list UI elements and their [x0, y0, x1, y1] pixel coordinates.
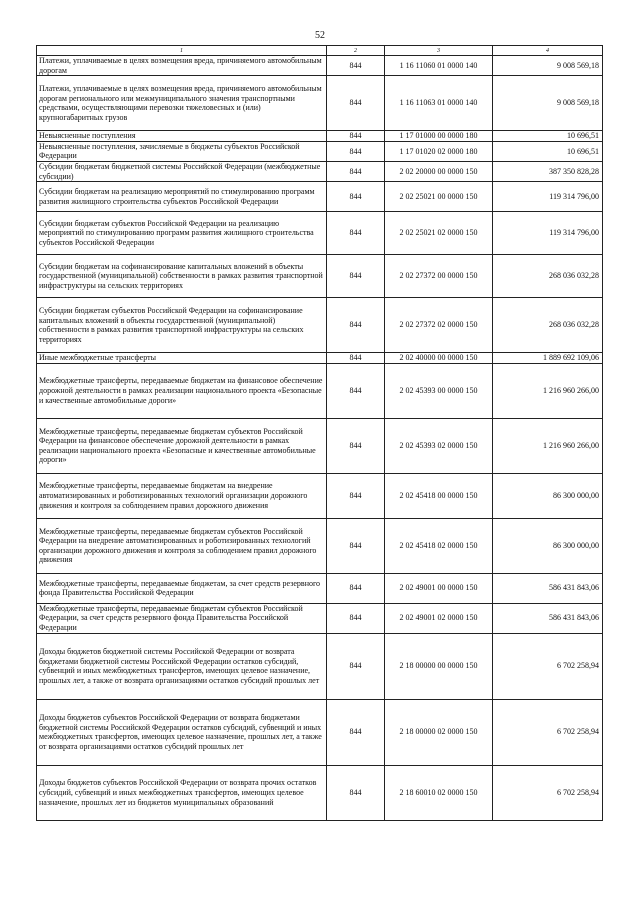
table-row [37, 473, 603, 518]
row-amount: 1 216 960 266,00 [493, 363, 603, 418]
row-amount: 86 300 000,00 [493, 518, 603, 573]
table-row [37, 76, 603, 131]
row-budget-code: 1 16 11063 01 0000 140 [385, 76, 493, 131]
row-name: Субсидии бюджетам на реализацию мероприятий по стимулированию программ развития жилищного строительства субъектов Российской Федерации [37, 182, 327, 212]
row-name: Межбюджетные трансферты, передаваемые бюджетам субъектов Российской Федерации на финансовое обеспечение дорожной деятельности в рамках реализации национального проекта «Безопасные и качественные автомобильные дороги» [37, 418, 327, 473]
row-admin-code: 844 [327, 603, 385, 633]
row-budget-code: 2 18 00000 02 0000 150 [385, 699, 493, 765]
column-number-1: 1 [37, 46, 327, 56]
row-name: Межбюджетные трансферты, передаваемые бюджетам субъектов Российской Федерации, за счет средств резервного фонда Правительства Российской Федерации [37, 603, 327, 633]
row-amount: 9 008 569,18 [493, 76, 603, 131]
row-admin-code: 844 [327, 633, 385, 699]
row-amount: 586 431 843,06 [493, 573, 603, 603]
column-number-4: 4 [493, 46, 603, 56]
row-admin-code: 844 [327, 255, 385, 298]
row-amount: 6 702 258,94 [493, 699, 603, 765]
row-budget-code: 2 02 45393 00 0000 150 [385, 363, 493, 418]
column-number-2: 2 [327, 46, 385, 56]
row-amount: 86 300 000,00 [493, 473, 603, 518]
row-name: Межбюджетные трансферты, передаваемые бюджетам субъектов Российской Федерации на внедрение автоматизированных и роботизированных технологий организации дорожного движения и контроля за соблюдением правил дорожного движения [37, 518, 327, 573]
column-number-3: 3 [385, 46, 493, 56]
row-budget-code: 2 02 45393 02 0000 150 [385, 418, 493, 473]
row-name: Субсидии бюджетам бюджетной системы Российской Федерации (межбюджетные субсидии) [37, 161, 327, 181]
row-admin-code: 844 [327, 765, 385, 820]
row-name: Платежи, уплачиваемые в целях возмещения вреда, причиняемого автомобильным дорогам [37, 56, 327, 76]
table-row [37, 56, 603, 76]
row-budget-code: 2 02 25021 02 0000 150 [385, 212, 493, 255]
row-admin-code: 844 [327, 363, 385, 418]
row-name: Субсидии бюджетам на софинансирование капитальных вложений в объекты государственной (муниципальной) собственности в рамках развития транспортной инфраструктуры на сельских территориях [37, 255, 327, 298]
row-admin-code: 844 [327, 182, 385, 212]
row-budget-code: 2 02 27372 00 0000 150 [385, 255, 493, 298]
row-admin-code: 844 [327, 699, 385, 765]
row-amount: 1 216 960 266,00 [493, 418, 603, 473]
row-budget-code: 2 18 60010 02 0000 150 [385, 765, 493, 820]
table-row [37, 298, 603, 353]
row-budget-code: 2 02 45418 02 0000 150 [385, 518, 493, 573]
row-budget-code: 2 02 49001 02 0000 150 [385, 603, 493, 633]
row-amount: 268 036 032,28 [493, 298, 603, 353]
row-amount: 119 314 796,00 [493, 182, 603, 212]
row-admin-code: 844 [327, 573, 385, 603]
row-admin-code: 844 [327, 56, 385, 76]
row-name: Межбюджетные трансферты, передаваемые бюджетам на внедрение автоматизированных и роботизированных технологий организации дорожного движения и контроля за соблюдением правил дорожного движения [37, 473, 327, 518]
row-admin-code: 844 [327, 141, 385, 161]
row-admin-code: 844 [327, 76, 385, 131]
row-name: Иные межбюджетные трансферты [37, 353, 327, 364]
row-admin-code: 844 [327, 518, 385, 573]
row-amount: 10 696,51 [493, 141, 603, 161]
table-row [37, 161, 603, 181]
table-row [37, 353, 603, 364]
table-row [37, 518, 603, 573]
row-budget-code: 2 02 25021 00 0000 150 [385, 182, 493, 212]
row-amount: 9 008 569,18 [493, 56, 603, 76]
row-admin-code: 844 [327, 353, 385, 364]
row-amount: 586 431 843,06 [493, 603, 603, 633]
row-amount: 6 702 258,94 [493, 633, 603, 699]
row-budget-code: 1 16 11060 01 0000 140 [385, 56, 493, 76]
table-row [37, 418, 603, 473]
row-name: Доходы бюджетов субъектов Российской Федерации от возврата прочих остатков субсидий, субвенций и иных межбюджетных трансфертов, имеющих целевое назначение, прошлых лет из бюджетов муниципальных образований [37, 765, 327, 820]
table-row [37, 699, 603, 765]
row-budget-code: 2 02 20000 00 0000 150 [385, 161, 493, 181]
table-row [37, 765, 603, 820]
row-amount: 268 036 032,28 [493, 255, 603, 298]
row-amount: 119 314 796,00 [493, 212, 603, 255]
table-row [37, 573, 603, 603]
table-row [37, 363, 603, 418]
table-row [37, 603, 603, 633]
row-budget-code: 2 02 45418 00 0000 150 [385, 473, 493, 518]
row-name: Межбюджетные трансферты, передаваемые бюджетам на финансовое обеспечение дорожной деятельности в рамках реализации национального проекта «Безопасные и качественные автомобильные дороги» [37, 363, 327, 418]
table-row [37, 633, 603, 699]
row-name: Невыясненные поступления [37, 131, 327, 142]
row-admin-code: 844 [327, 298, 385, 353]
row-admin-code: 844 [327, 131, 385, 142]
row-name: Субсидии бюджетам субъектов Российской Федерации на реализацию мероприятий по стимулированию программ развития жилищного строительства субъектов Российской Федерации [37, 212, 327, 255]
page-number: 52 [315, 30, 325, 41]
row-amount: 6 702 258,94 [493, 765, 603, 820]
row-admin-code: 844 [327, 473, 385, 518]
row-budget-code: 2 18 00000 00 0000 150 [385, 633, 493, 699]
table-row [37, 141, 603, 161]
row-name: Субсидии бюджетам субъектов Российской Федерации на софинансирование капитальных вложений в объекты государственной (муниципальной) собственности в рамках развития транспортной инфраструктуры на сельских территориях [37, 298, 327, 353]
row-admin-code: 844 [327, 418, 385, 473]
table-row [37, 212, 603, 255]
row-amount: 10 696,51 [493, 131, 603, 142]
row-admin-code: 844 [327, 212, 385, 255]
row-budget-code: 1 17 01020 02 0000 180 [385, 141, 493, 161]
row-name: Доходы бюджетов субъектов Российской Федерации от возврата бюджетами бюджетной системы Российской Федерации остатков субсидий, субвенций и иных межбюджетных трансфертов, имеющих целевое назначение, прошлых лет, а также от возврата организациями остатков субсидий прошлых лет [37, 699, 327, 765]
revenue-table [36, 45, 603, 821]
row-budget-code: 2 02 49001 00 0000 150 [385, 573, 493, 603]
row-budget-code: 2 02 27372 02 0000 150 [385, 298, 493, 353]
row-budget-code: 1 17 01000 00 0000 180 [385, 131, 493, 142]
table-row [37, 182, 603, 212]
row-name: Доходы бюджетов бюджетной системы Российской Федерации от возврата бюджетами бюджетной системы Российской Федерации остатков субсидий, субвенций и иных межбюджетных трансфертов, имеющих целевое назначение, прошлых лет, а также от возврата организациями остатков субсидий прошлых лет [37, 633, 327, 699]
row-amount: 1 889 692 109,06 [493, 353, 603, 364]
row-name: Невыясненные поступления, зачисляемые в бюджеты субъектов Российской Федерации [37, 141, 327, 161]
row-amount: 387 350 828,28 [493, 161, 603, 181]
row-name: Межбюджетные трансферты, передаваемые бюджетам, за счет средств резервного фонда Правительства Российской Федерации [37, 573, 327, 603]
row-name: Платежи, уплачиваемые в целях возмещения вреда, причиняемого автомобильным дорогам регионального или межмуниципального значения транспортными средствами, осуществляющими перевозки тяжеловесных и (или) крупногабаритных грузов [37, 76, 327, 131]
row-admin-code: 844 [327, 161, 385, 181]
row-budget-code: 2 02 40000 00 0000 150 [385, 353, 493, 364]
table-row [37, 131, 603, 142]
table-row [37, 255, 603, 298]
table-header-row [37, 46, 603, 56]
